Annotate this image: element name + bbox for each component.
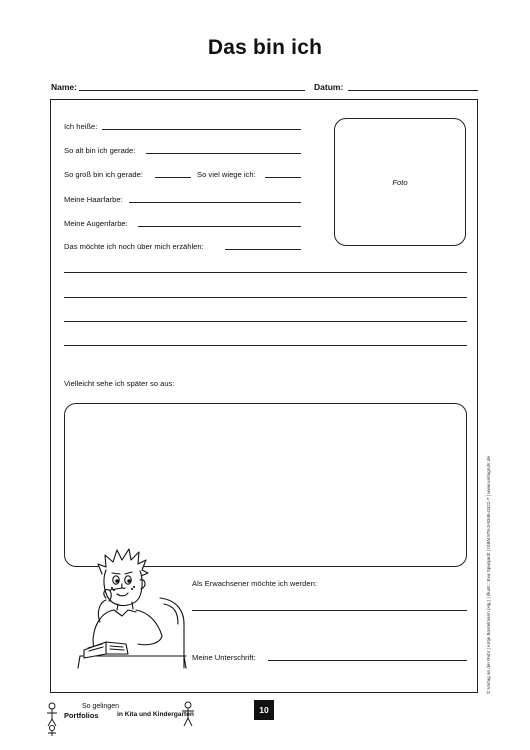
- grownup-line[interactable]: [192, 610, 467, 611]
- field-label-name: Ich heiße:: [64, 122, 98, 131]
- field-line-eyes[interactable]: [138, 226, 301, 227]
- date-label: Datum:: [314, 82, 344, 92]
- logo-line-2-rest: in Kita und Kindergarten: [117, 711, 194, 718]
- field-label-age: So alt bin ich gerade:: [64, 146, 136, 155]
- page-number: 10: [254, 700, 274, 720]
- field-label-weight: So viel wiege ich:: [197, 170, 256, 179]
- signature-label: Meine Unterschrift:: [192, 653, 256, 662]
- field-label-hair: Meine Haarfarbe:: [64, 195, 123, 204]
- writing-line-4[interactable]: [64, 345, 467, 346]
- boy-reading-illustration: [76, 540, 188, 672]
- field-line-hair[interactable]: [129, 202, 301, 203]
- copyright-side-text: © Verlag an der Ruhr | Antje Bostelmann (Hg.) | Illustr.: Eva Spanjardt | ISBN 978-3-8346-0322-7 | www.verlagruhr.de: [486, 456, 491, 694]
- field-label-eyes: Meine Augenfarbe:: [64, 219, 128, 228]
- grownup-label: Als Erwachsener möchte ich werden:: [192, 579, 317, 588]
- logo-line-1: So gelingen: [82, 703, 119, 710]
- field-line-more[interactable]: [225, 249, 301, 250]
- writing-line-1[interactable]: [64, 272, 467, 273]
- writing-line-2[interactable]: [64, 297, 467, 298]
- name-label: Name:: [51, 82, 77, 92]
- children-logo-icon: [44, 701, 64, 739]
- field-label-height: So groß bin ich gerade:: [64, 170, 143, 179]
- writing-line-3[interactable]: [64, 321, 467, 322]
- future-label: Vielleicht sehe ich später so aus:: [64, 379, 175, 388]
- field-label-more: Das möchte ich noch über mich erzählen:: [64, 242, 204, 251]
- field-line-name[interactable]: [102, 129, 301, 130]
- field-line-height[interactable]: [155, 177, 191, 178]
- field-line-weight[interactable]: [265, 177, 301, 178]
- signature-line[interactable]: [268, 660, 467, 661]
- photo-label: Foto: [392, 178, 408, 187]
- logo-line-2-bold: Portfolios: [64, 711, 99, 720]
- field-line-age[interactable]: [146, 153, 301, 154]
- child-figure-icon: [180, 700, 196, 730]
- page-title: Das bin ich: [207, 36, 323, 59]
- name-line[interactable]: [79, 90, 305, 91]
- date-line[interactable]: [348, 90, 478, 91]
